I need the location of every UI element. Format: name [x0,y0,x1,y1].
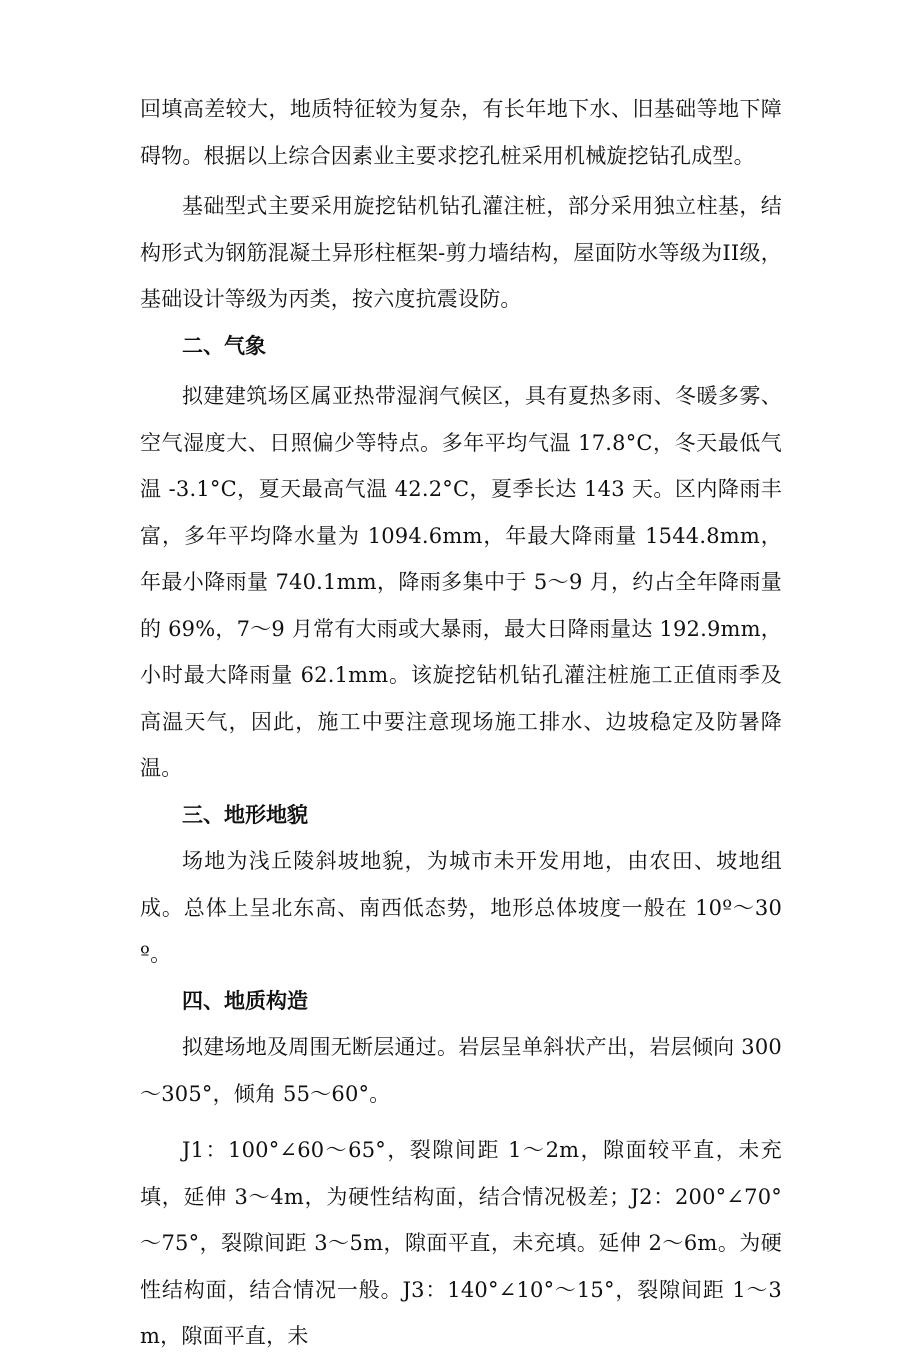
paragraph-climate: 拟建建筑场区属亚热带湿润气候区，具有夏热多雨、冬暖多雾、空气湿度大、日照偏少等特点。多年平均气温 17.8°C，冬天最低气温 -3.1°C，夏天最高气温 42.2°C，夏季长达 143 天。区内降雨丰富，多年平均降水量为 1094.6mm，年最大降雨量 1544.8mm，年最小降雨量 740.1mm，降雨多集中于 5～9 月，约占全年降雨量的 69%，7～9 月常有大雨或大暴雨，最大日降雨量达 192.9mm，小时最大降雨量 62.1mm。该旋挖钻机钻孔灌注桩施工正值雨季及高温天气，因此，施工中要注意现场施工排水、边坡稳定及防暑降温。 [140,384,782,780]
heading-geological-structure: 四、地质构造 [182,987,308,1013]
paragraph-foundation-type: 基础型式主要采用旋挖钻机钻孔灌注桩，部分采用独立柱基，结构形式为钢筋混凝土异形柱框架-剪力墙结构，屋面防水等级为II级，基础设计等级为丙类，按六度抗震设防。 [140,194,782,311]
heading-topography: 三、地形地貌 [182,801,308,827]
heading-climate: 二、气象 [182,332,266,358]
paragraph-topography: 场地为浅丘陵斜坡地貌，为城市未开发用地，由农田、坡地组成。总体上呈北东高、南西低态势，地形总体坡度一般在 10º～30º。 [140,849,783,966]
paragraph-strata: 拟建场地及周围无断层通过。岩层呈单斜状产出，岩层倾向 300～305°，倾角 55～60°。 [140,1035,782,1106]
paragraph-joints: J1：100°∠60～65°，裂隙间距 1～2m，隙面较平直，未充填，延伸 3～4m，为硬性结构面，结合情况极差；J2：200°∠70°～75°，裂隙间距 3～5m，隙面平直，未充填。延伸 2～6m。为硬性结构面，结合情况一般。J3：140°∠10°～15°，裂隙间距 1～3m，隙面平直，未 [140,1138,782,1348]
document-page [140,86,782,1360]
paragraph-foundation-conditions: 回填高差较大，地质特征较为复杂，有长年地下水、旧基础等地下障碍物。根据以上综合因素业主要求挖孔桩采用机械旋挖钻孔成型。 [140,97,782,168]
